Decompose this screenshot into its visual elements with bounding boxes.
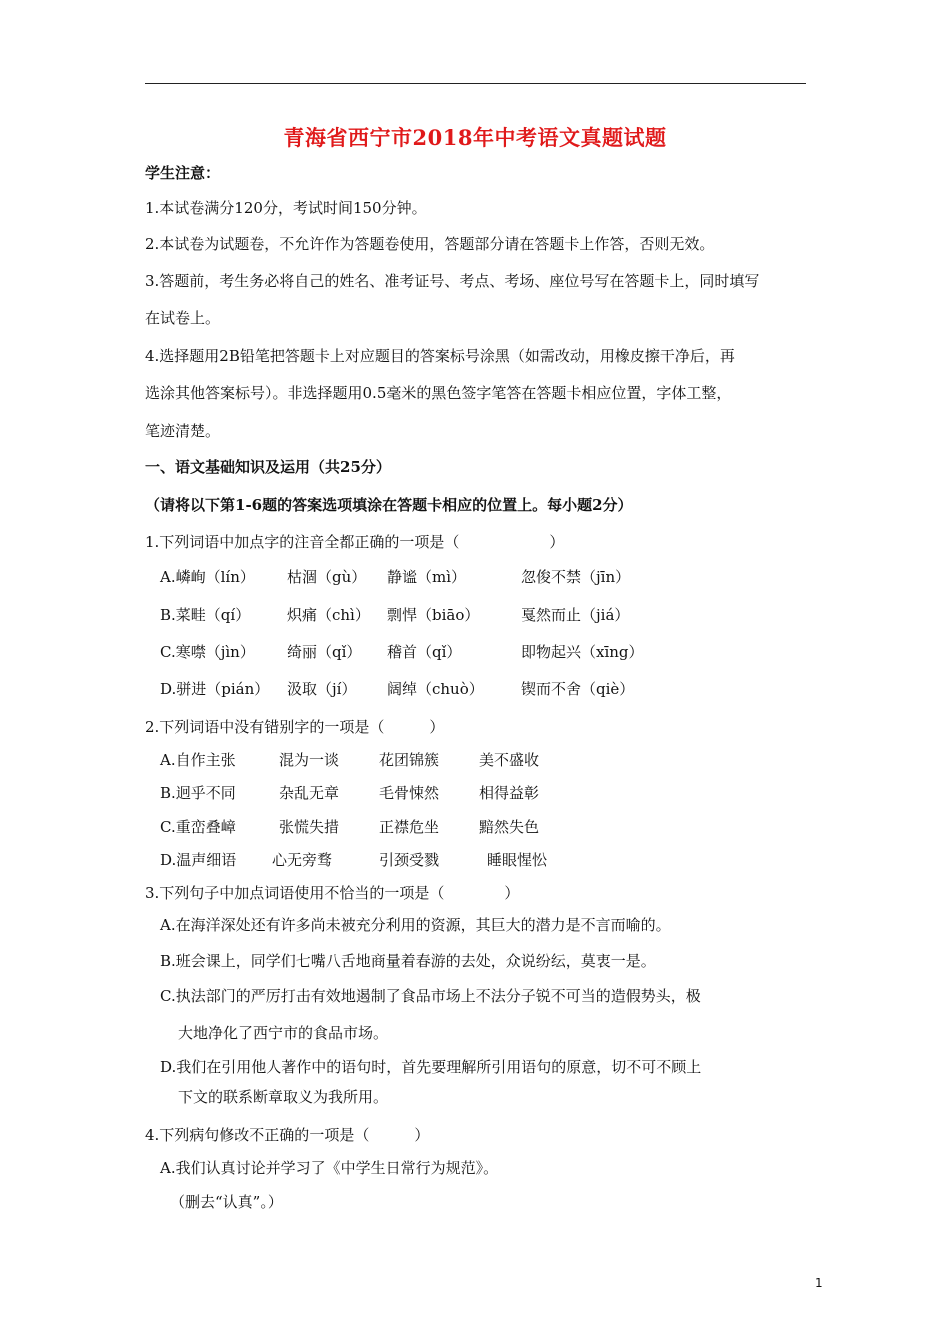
- section-instruction: （请将以下第1-6题的答案选项填涂在答题卡相应的位置上。每小题2分）: [145, 496, 633, 514]
- q1-option-d-word-4: 锲而不舍（qiè）: [521, 680, 635, 698]
- notice-item: 4.选择题用2B铅笔把答题卡上对应题目的答案标号涂黑（如需改动，用橡皮擦干净后，再: [145, 347, 735, 365]
- q1-option-d-word-2: 汲取（jí）: [287, 680, 357, 698]
- q2-option-c-word-4: 黯然失色: [479, 818, 540, 836]
- notice-item: 1.本试卷满分120分，考试时间150分钟。: [145, 199, 427, 217]
- q2-option-b-word-1: B.迥乎不同: [160, 784, 236, 802]
- q2-option-b-word-4: 相得益彰: [479, 784, 540, 802]
- q2-option-a-word-3: 花团锦簇: [379, 751, 440, 769]
- q4-option-a-note: （删去“认真”。）: [170, 1193, 283, 1211]
- question-2-stem: 2.下列词语中没有错别字的一项是（ ）: [145, 718, 445, 736]
- q3-option-d: D.我们在引用他人著作中的语句时，首先要理解所引用语句的原意，切不可不顾上: [160, 1058, 702, 1076]
- q2-option-c-word-2: 张慌失措: [279, 818, 340, 836]
- q1-option-b-word-4: 戛然而止（jiá）: [521, 606, 630, 624]
- q2-option-b-word-2: 杂乱无章: [279, 784, 340, 802]
- notice-item: 3.答题前，考生务必将自己的姓名、准考证号、考点、考场、座位号写在答题卡上，同时填写: [145, 272, 760, 290]
- q2-option-d-word-3: 引颈受戮: [379, 851, 440, 869]
- q1-option-c-word-1: C.寒噤（jìn）: [160, 643, 255, 661]
- q3-option-d-cont: 下文的联系断章取义为我所用。: [178, 1088, 389, 1106]
- q1-option-c-word-2: 绮丽（qǐ）: [287, 643, 362, 661]
- q3-option-a: A.在海洋深处还有许多尚未被充分利用的资源，其巨大的潜力是不言而喻的。: [160, 916, 671, 934]
- notice-item: 2.本试卷为试题卷，不允许作为答题卷使用，答题部分请在答题卡上作答，否则无效。: [145, 235, 715, 253]
- q3-option-c-cont: 大地净化了西宁市的食品市场。: [178, 1024, 389, 1042]
- q2-option-c-word-1: C.重峦叠嶂: [160, 818, 236, 836]
- notice-item: 选涂其他答案标号）。非选择题用0.5毫米的黑色签字笔答在答题卡相应位置，字体工整，: [145, 384, 732, 402]
- notice-item: 在试卷上。: [145, 309, 221, 327]
- q1-option-a-word-1: A.嶙峋（lín）: [160, 568, 255, 586]
- q1-option-d-word-3: 阔绰（chuò）: [387, 680, 484, 698]
- q1-option-b-word-2: 炽痛（chì）: [287, 606, 370, 624]
- q2-option-a-word-2: 混为一谈: [279, 751, 340, 769]
- q2-option-c-word-3: 正襟危坐: [379, 818, 440, 836]
- q1-option-a-word-4: 忽俊不禁（jīn）: [521, 568, 631, 586]
- notice-heading: 学生注意：: [145, 164, 221, 182]
- q1-option-c-word-4: 即物起兴（xīng）: [521, 643, 644, 661]
- q4-option-a: A.我们认真讨论并学习了《中学生日常行为规范》。: [160, 1159, 499, 1177]
- q2-option-b-word-3: 毛骨悚然: [379, 784, 440, 802]
- q3-option-c: C.执法部门的严厉打击有效地遏制了食品市场上不法分子锐不可当的造假势头，极: [160, 987, 701, 1005]
- q2-option-a-word-4: 美不盛收: [479, 751, 540, 769]
- q2-option-d-word-2: 心无旁骛: [272, 851, 333, 869]
- q1-option-c-word-3: 稽首（qǐ）: [387, 643, 462, 661]
- q2-option-d-word-4: 睡眼惺忪: [487, 851, 548, 869]
- header-rule: [145, 83, 806, 84]
- question-1-stem: 1.下列词语中加点字的注音全都正确的一项是（ ）: [145, 533, 565, 551]
- page-number: 1: [815, 1276, 823, 1290]
- q1-option-b-word-1: B.菜畦（qí）: [160, 606, 251, 624]
- q2-option-a-word-1: A.自作主张: [160, 751, 236, 769]
- q1-option-d-word-1: D.骈进（pián）: [160, 680, 270, 698]
- section-heading: 一、语文基础知识及运用（共25分）: [145, 458, 391, 476]
- q1-option-a-word-3: 静谧（mì）: [387, 568, 467, 586]
- q3-option-b: B.班会课上，同学们七嘴八舌地商量着春游的去处，众说纷纭，莫衷一是。: [160, 952, 656, 970]
- q1-option-a-word-2: 枯涸（gù）: [287, 568, 367, 586]
- question-4-stem: 4.下列病句修改不正确的一项是（ ）: [145, 1126, 430, 1144]
- question-3-stem: 3.下列句子中加点词语使用不恰当的一项是（ ）: [145, 884, 520, 902]
- notice-item: 笔迹清楚。: [145, 422, 221, 440]
- q2-option-d-word-1: D.温声细语: [160, 851, 237, 869]
- page-title: 青海省西宁市2018年中考语文真题试题: [283, 125, 667, 150]
- q1-option-b-word-3: 剽悍（biāo）: [387, 606, 480, 624]
